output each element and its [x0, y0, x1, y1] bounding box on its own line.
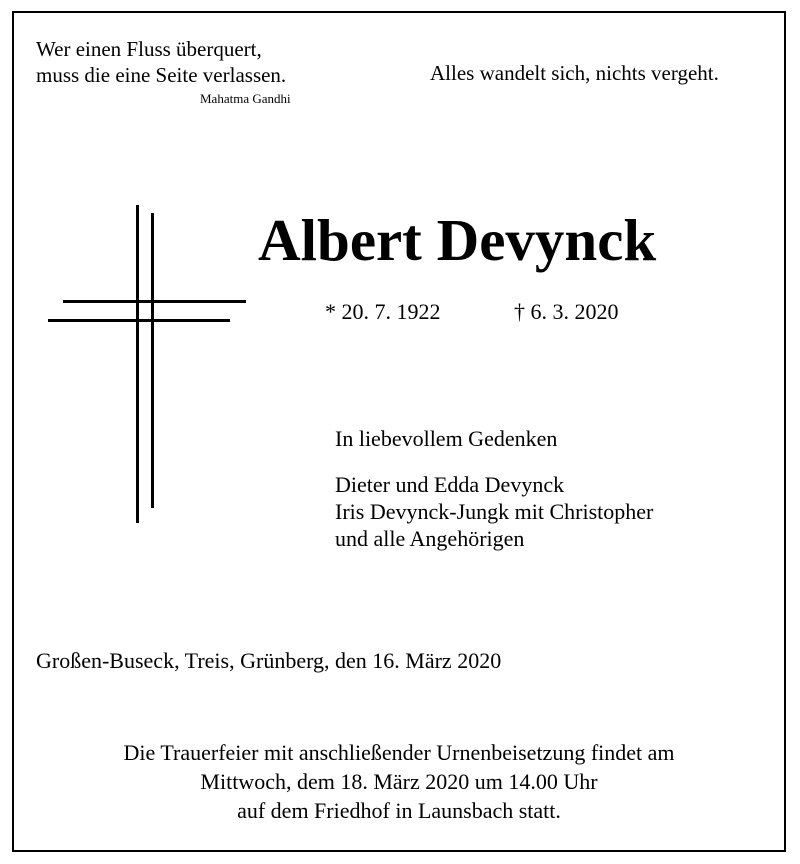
ceremony-line: Mittwoch, dem 18. März 2020 um 14.00 Uhr [200, 769, 598, 794]
mourners-block [335, 425, 653, 552]
mourner-line: Iris Devynck-Jungk mit Christopher [335, 499, 654, 524]
place-date: Großen-Buseck, Treis, Grünberg, den 16. März 2020 [36, 648, 502, 673]
mourner-line: Dieter und Edda Devynck [335, 472, 565, 497]
birth-date: * 20. 7. 1922 [325, 299, 441, 324]
death-date: † 6. 3. 2020 [514, 299, 619, 324]
mourner-line: und alle Angehörigen [335, 526, 525, 551]
quote-line-1: Wer einen Fluss überquert, [36, 37, 262, 61]
deceased-name: Albert Devynck [258, 207, 657, 273]
quote-line-2: muss die eine Seite verlassen. [36, 63, 287, 87]
ceremony-notice [24, 738, 774, 825]
quote-right: Alles wandelt sich, nichts vergeht. [430, 61, 719, 85]
quote-left [36, 36, 286, 88]
gedenken-line: In liebevollem Gedenken [335, 426, 558, 451]
ceremony-line: auf dem Friedhof in Launsbach statt. [237, 798, 561, 823]
ceremony-line: Die Trauerfeier mit anschließender Urnenbeisetzung findet am [123, 740, 675, 765]
double-line-cross-icon [40, 205, 255, 530]
quote-author: Mahatma Gandhi [200, 91, 291, 106]
